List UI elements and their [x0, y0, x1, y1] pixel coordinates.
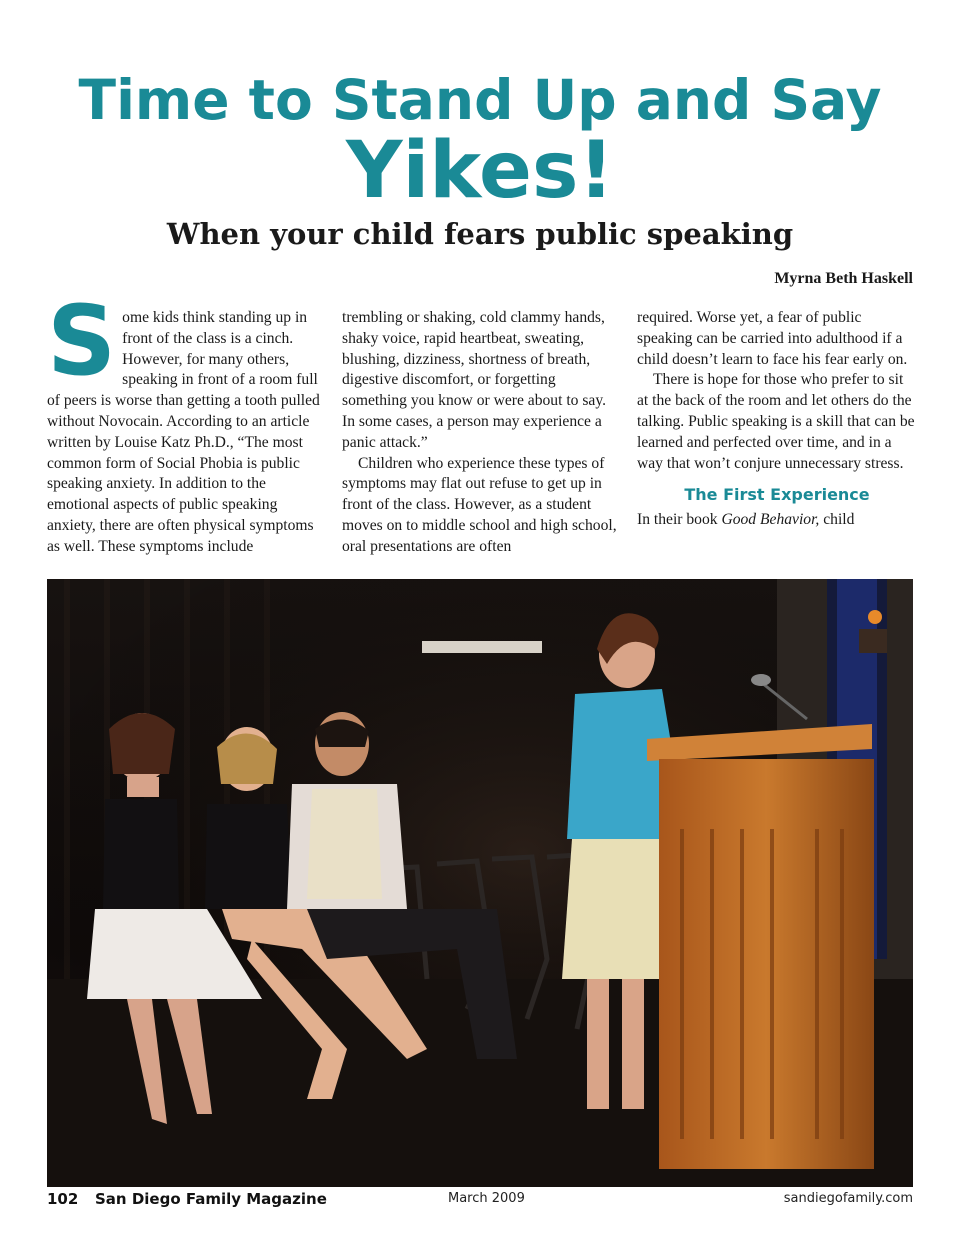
column-1-text: ome kids think standing up in front of the class is a cinch. However, for many others, speaking in front of a room full of peers is worse than getting a tooth pulled without Novocain. According to an article written by Louise Katz Ph.D., “The most common form of Social Phobia is public speaking anxiety. In addition to the emotional aspects of public speaking anxiety, there are often physical symptoms as well. These symptoms include — [47, 309, 320, 555]
paragraph-3-text-start: In their book — [637, 511, 722, 529]
column-2-paragraph-2: Children who experience these types of symptoms may flat out refuse to get up in front of the class. However, as a student moves on to middle school and high school, oral presentations are often — [342, 454, 617, 555]
article-title-line-1: Time to Stand Up and Say — [78, 68, 882, 132]
website-link: sandiegofamily.com — [783, 1191, 913, 1206]
column-3-paragraph-3 — [637, 510, 917, 531]
column-2-paragraph-1: trembling or shaking, cold clammy hands, shaky voice, rapid heartbeat, sweating, blushing, dizziness, shortness of breath, digestive discomfort, or forgetting something you know or were about to say. In some cases, a person may experience a panic attack.” — [342, 309, 607, 451]
article-column-1 — [47, 285, 327, 558]
column-3-paragraph-1: required. Worse yet, a fear of public speaking can be carried into adulthood if a child doesn’t learn to face his fear early on. — [637, 309, 908, 368]
paragraph-3-text-end: child — [819, 511, 855, 529]
article-title-line-2: Yikes! — [346, 126, 614, 216]
article-column-2 — [342, 308, 622, 558]
drop-cap: S — [47, 285, 117, 397]
magazine-name: San Diego Family Magazine — [95, 1190, 327, 1208]
article-column-3 — [637, 308, 917, 531]
author-byline: Myrna Beth Haskell — [774, 270, 913, 287]
article-subtitle: When your child fears public speaking — [166, 217, 794, 251]
page-number: 102 — [47, 1190, 79, 1208]
column-3-paragraph-2: There is hope for those who prefer to sit at the back of the room and let others do the talking. Public speaking is a skill that can be learned and perfected over time, and in a way that won’t conjure unnecessary stress. — [637, 371, 915, 472]
issue-date: March 2009 — [448, 1191, 525, 1206]
section-heading: The First Experience — [684, 485, 870, 505]
stage-photo — [47, 579, 913, 1187]
book-title: Good Behavior, — [721, 511, 820, 529]
stage-photo-illustration — [47, 579, 913, 1187]
page-footer — [47, 1190, 913, 1212]
